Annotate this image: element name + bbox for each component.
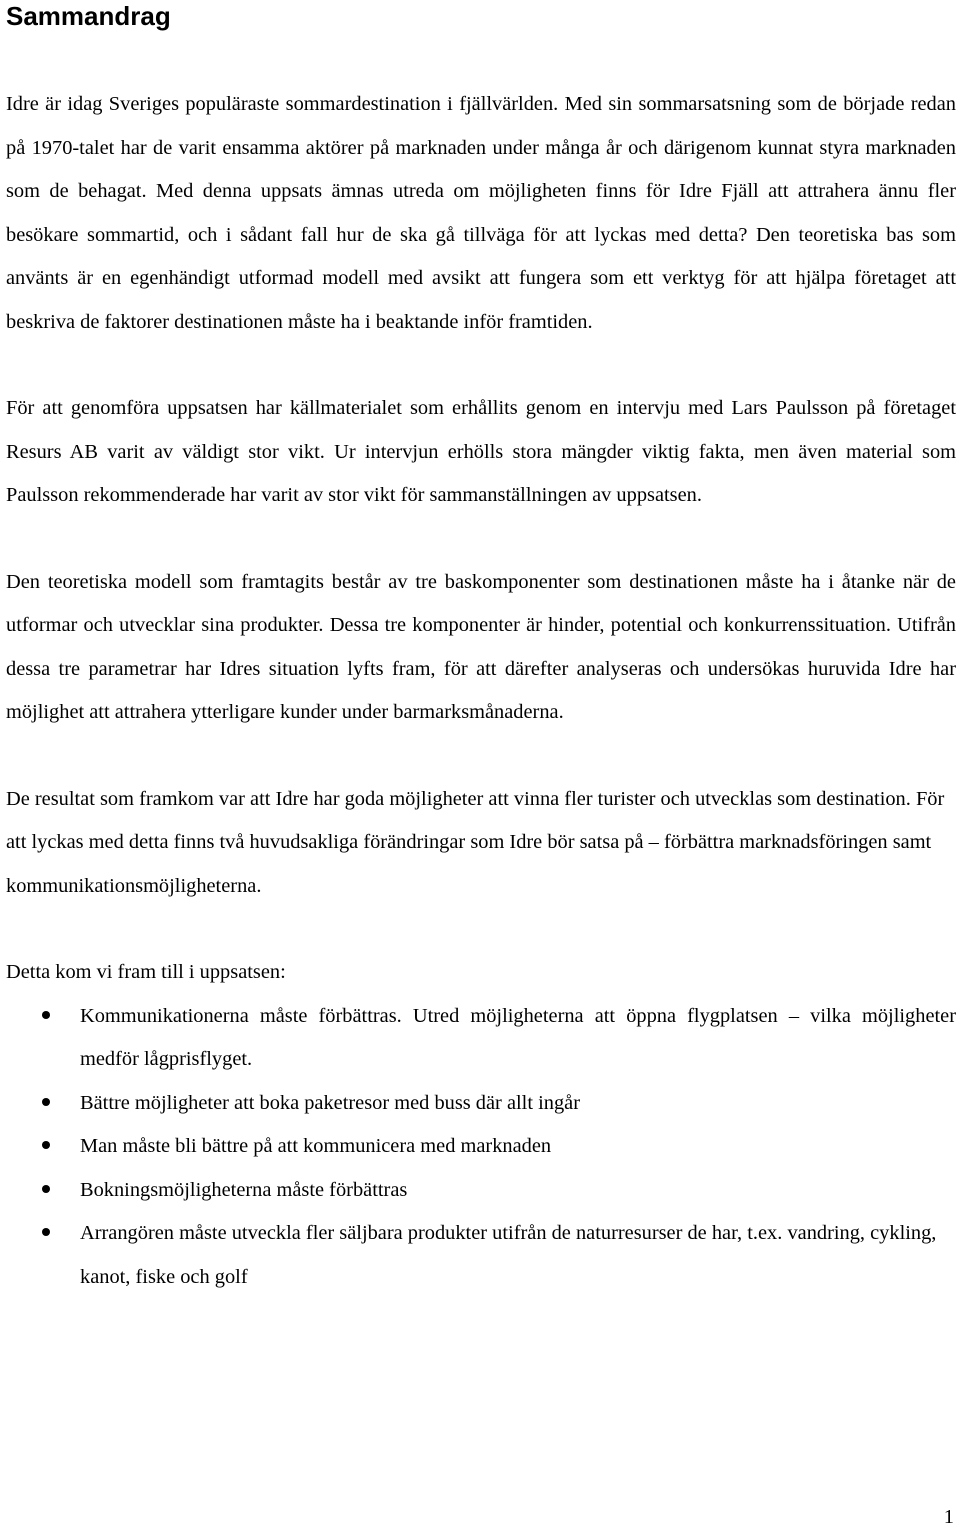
- conclusion-list: [6, 995, 956, 1300]
- list-item: [6, 1082, 956, 1126]
- list-item-text: Arrangören måste utveckla fler säljbara produkter utifrån de naturresurser de har, t.ex. vandring, cykling, kanot, fiske och golf: [80, 1222, 937, 1288]
- list-item: [6, 1169, 956, 1213]
- document-page: [6, 0, 956, 1299]
- paragraph-sources: För att genomföra uppsatsen har källmaterialet som erhållits genom en intervju med Lars Paulsson på företaget Resurs AB varit av väldigt stor vikt. Ur intervjun erhölls stora mängder viktig fakta, men även material som Paulsson rekommenderade har varit av stor vikt för sammanställningen av uppsatsen.: [6, 397, 956, 506]
- bullet-icon: [42, 1098, 50, 1106]
- list-item-text: Man måste bli bättre på att kommunicera med marknaden: [80, 1135, 552, 1157]
- list-item: [6, 995, 956, 1082]
- list-item-text: Bokningsmöjligheterna måste förbättras: [80, 1178, 408, 1201]
- bullet-icon: [42, 1228, 50, 1236]
- bullet-icon: [42, 1011, 50, 1019]
- page-title: Sammandrag: [6, 1, 171, 31]
- bullet-icon: [42, 1185, 50, 1193]
- list-item: [6, 1125, 956, 1169]
- bullet-icon: [42, 1141, 50, 1149]
- list-item-text: Bättre möjligheter att boka paketresor med buss där allt ingår: [80, 1091, 580, 1114]
- list-item: [6, 1212, 956, 1299]
- paragraph-results: De resultat som framkom var att Idre har goda möjligheter att vinna fler turister och utvecklas som destination. För att lyckas med detta finns två huvudsakliga förändringar som Idre bör satsa på – förbättra marknadsföringen samt kommunikationsmöjligheterna.: [6, 787, 945, 897]
- page-number: 1: [943, 1506, 954, 1528]
- list-intro: Detta kom vi fram till i uppsatsen:: [6, 961, 286, 983]
- list-item-text: Kommunikationerna måste förbättras. Utred möjligheterna att öppna flygplatsen – vilka möjligheter medför lågprisflyget.: [80, 1004, 956, 1070]
- paragraph-model: Den teoretiska modell som framtagits består av tre baskomponenter som destinationen måste ha i åtanke när de utformar och utvecklar sina produkter. Dessa tre komponenter är hinder, potential och konkurrenssituation. Utifrån dessa tre parametrar har Idres situation lyfts fram, för att därefter analyseras och undersökas huruvida Idre har möjlighet att attrahera ytterligare kunder under barmarksmånaderna.: [6, 570, 956, 723]
- paragraph-intro: Idre är idag Sveriges populäraste sommardestination i fjällvärlden. Med sin sommarsatsning som de började redan på 1970-talet har de varit ensamma aktörer på marknaden under många år och därigenom kunnat styra marknaden som de behagat. Med denna uppsats ämnas utreda om möjligheten finns för Idre Fjäll att attrahera ännu fler besökare sommartid, och i sådant fall hur de ska gå tillväga för att lyckas med detta? Den teoretiska bas som använts är en egenhändigt utformad modell med avsikt att fungera som ett verktyg för att hjälpa företaget att beskriva de faktorer destinationen måste ha i beaktande inför framtiden.: [6, 93, 956, 333]
